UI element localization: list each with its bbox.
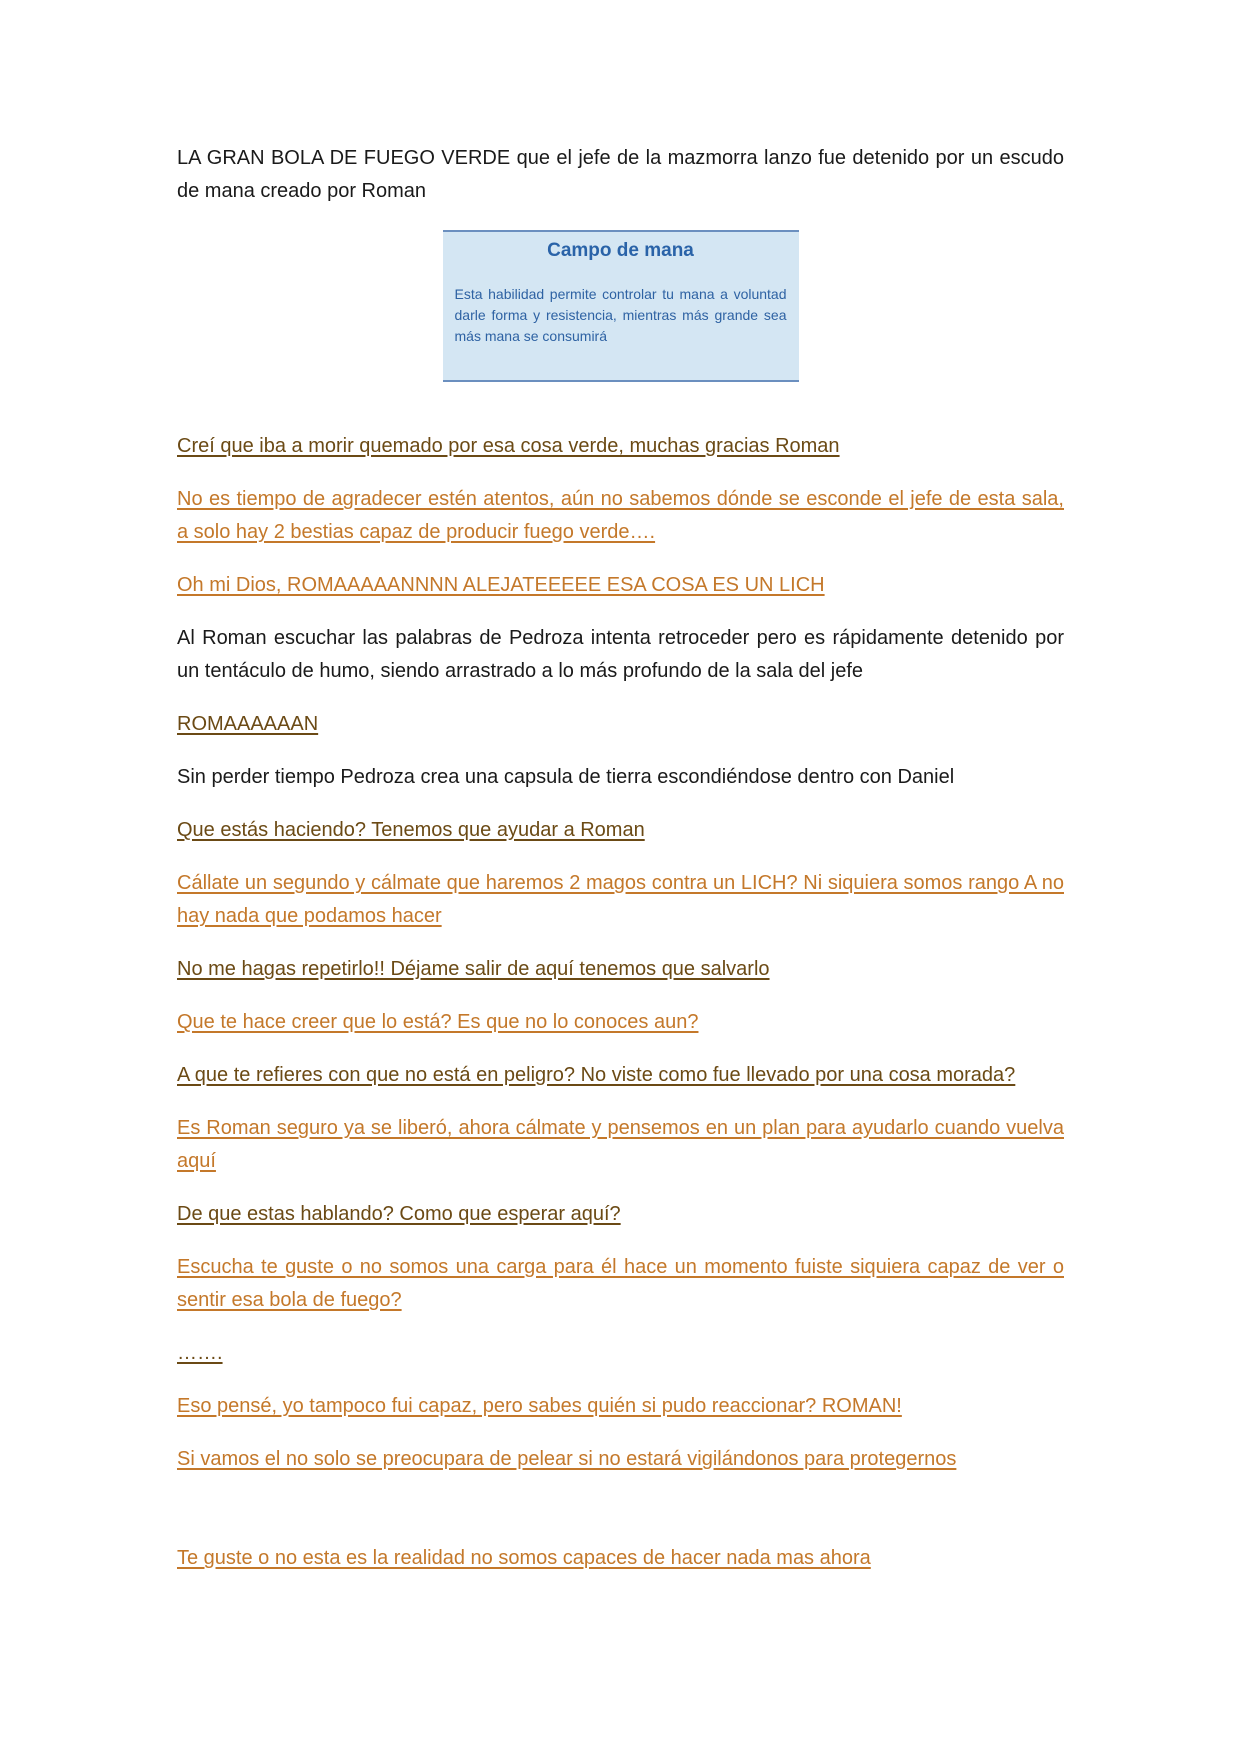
- dialogue-line: Escucha te guste o no somos una carga para él hace un momento fuiste siquiera capaz de ver o sentir esa bola de fuego?: [177, 1256, 1064, 1311]
- dialogue-line: Eso pensé, yo tampoco fui capaz, pero sabes quién si pudo reaccionar? ROMAN!: [177, 1395, 902, 1417]
- dialogue-line: Es Roman seguro ya se liberó, ahora cálmate y pensemos en un plan para ayudarlo cuando vuelva aquí: [177, 1117, 1064, 1172]
- dialogue-line: A que te refieres con que no está en peligro? No viste como fue llevado por una cosa morada?: [177, 1064, 1016, 1086]
- narration-paragraph: Sin perder tiempo Pedroza crea una capsula de tierra escondiéndose dentro con Daniel: [177, 766, 955, 788]
- skill-title: Campo de mana: [547, 240, 694, 261]
- dialogue-line: No me hagas repetirlo!! Déjame salir de aquí tenemos que salvarlo: [177, 958, 770, 980]
- intro-paragraph: LA GRAN BOLA DE FUEGO VERDE que el jefe de la mazmorra lanzo fue detenido por un escudo de mana creado por Roman: [177, 147, 1064, 202]
- skill-info-box: [443, 230, 799, 382]
- dialogue-line: Te guste o no esta es la realidad no somos capaces de hacer nada mas ahora: [177, 1547, 871, 1569]
- dialogue-line: Cállate un segundo y cálmate que haremos 2 magos contra un LICH? Ni siquiera somos rango A no hay nada que podamos hacer: [177, 872, 1064, 927]
- dialogue-line: Si vamos el no solo se preocupara de pelear si no estará vigilándonos para protegernos: [177, 1448, 957, 1470]
- dialogue-line: …….: [177, 1342, 223, 1364]
- dialogue-line: De que estas hablando? Como que esperar aquí?: [177, 1203, 621, 1225]
- dialogue-line: ROMAAAAAAN: [177, 713, 319, 735]
- dialogue-line: Que estás haciendo? Tenemos que ayudar a Roman: [177, 819, 645, 841]
- dialogue-line: Creí que iba a morir quemado por esa cosa verde, muchas gracias Roman: [177, 435, 840, 457]
- dialogue-line: No es tiempo de agradecer estén atentos, aún no sabemos dónde se esconde el jefe de esta sala, a solo hay 2 bestias capaz de producir fuego verde….: [177, 488, 1064, 543]
- dialogue-line: Que te hace creer que lo está? Es que no lo conoces aun?: [177, 1011, 699, 1033]
- dialogue-line: Oh mi Dios, ROMAAAAANNNN ALEJATEEEEE ESA COSA ES UN LICH: [177, 574, 825, 596]
- narration-paragraph: Al Roman escuchar las palabras de Pedroza intenta retroceder pero es rápidamente detenido por un tentáculo de humo, siendo arrastrado a lo más profundo de la sala del jefe: [177, 627, 1064, 682]
- skill-description: Esta habilidad permite controlar tu mana a voluntad darle forma y resistencia, mientras más grande sea más mana se consumirá: [454, 286, 787, 344]
- document-page: [177, 142, 1064, 1575]
